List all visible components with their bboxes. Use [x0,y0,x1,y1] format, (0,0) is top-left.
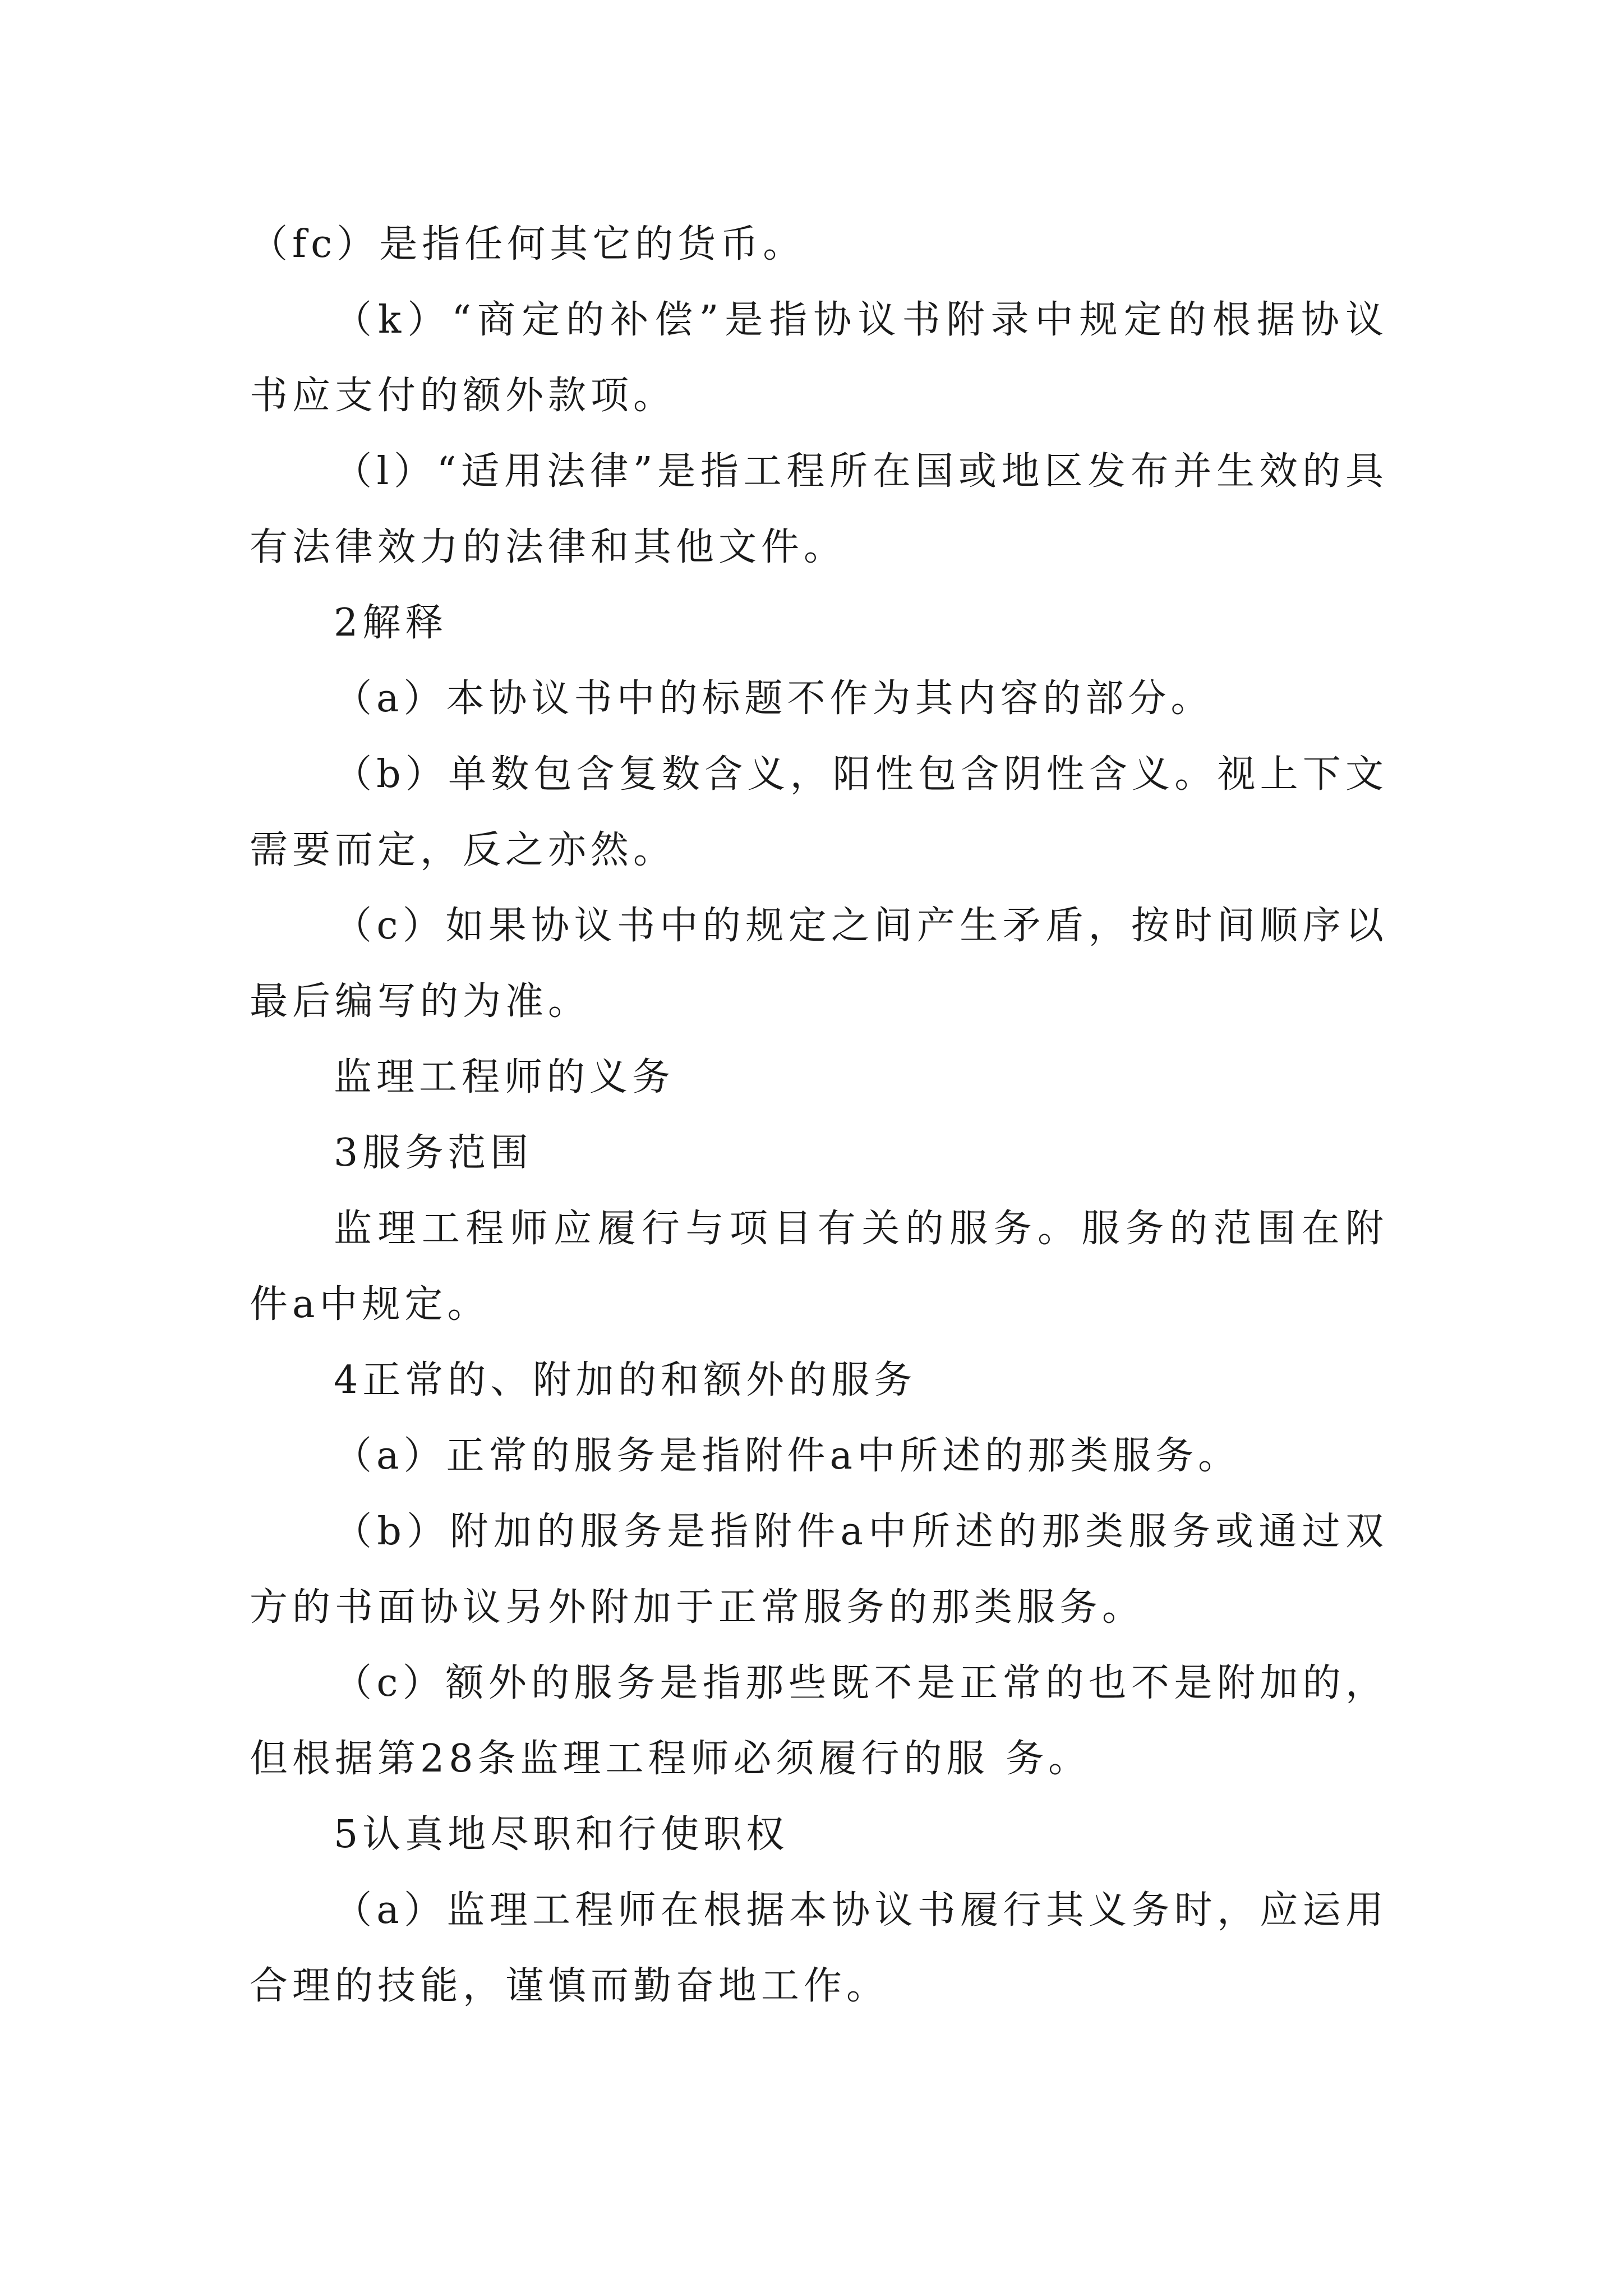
heading-interpretation: 2解释 [334,601,448,645]
heading-diligence-and-authority: 5认真地尽职和行使职权 [334,1812,789,1857]
document-body [250,206,1388,2024]
paragraph-a-normal-services: （a）正常的服务是指附件a中所述的那类服务。 [334,1434,1241,1478]
paragraph-c-conflict-order: （c）如果协议书中的规定之间产生矛盾，按时间顺序以最后编写的为准。 [250,904,1388,1024]
paragraph-a-reasonable-skill: （a）监理工程师在根据本协议书履行其义务时，应运用合理的技能，谨慎而勤奋地工作。 [250,1888,1388,2008]
paragraph-scope-of-services: 监理工程师应履行与项目有关的服务。服务的范围在附件a中规定。 [250,1207,1388,1327]
paragraph-c-extra-services: （c）额外的服务是指那些既不是正常的也不是附加的，但根据第28条监理工程师必须履行的服 务。 [250,1661,1388,1781]
paragraph-fc-definition: （fc）是指任何其它的货币。 [250,222,806,266]
paragraph-b-singular-plural: （b）单数包含复数含义，阳性包含阴性含义。视上下文需要而定，反之亦然。 [250,752,1388,872]
heading-scope-of-services: 3服务范围 [334,1131,533,1175]
paragraph-l-applicable-law: （l）“适用法律”是指工程所在国或地区发布并生效的具有法律效力的法律和其他文件。 [250,449,1388,569]
heading-normal-additional-extra-services: 4正常的、附加的和额外的服务 [334,1358,917,1402]
heading-engineer-obligations: 监理工程师的义务 [334,1055,675,1099]
paragraph-a-headings: （a）本协议书中的标题不作为其内容的部分。 [334,677,1214,721]
paragraph-k-agreed-compensation: （k）“商定的补偿”是指协议书附录中规定的根据协议书应支付的额外款项。 [250,298,1388,418]
paragraph-b-additional-services: （b）附加的服务是指附件a中所述的那类服务或通过双方的书面协议另外附加于正常服务的那类服务。 [250,1510,1388,1630]
